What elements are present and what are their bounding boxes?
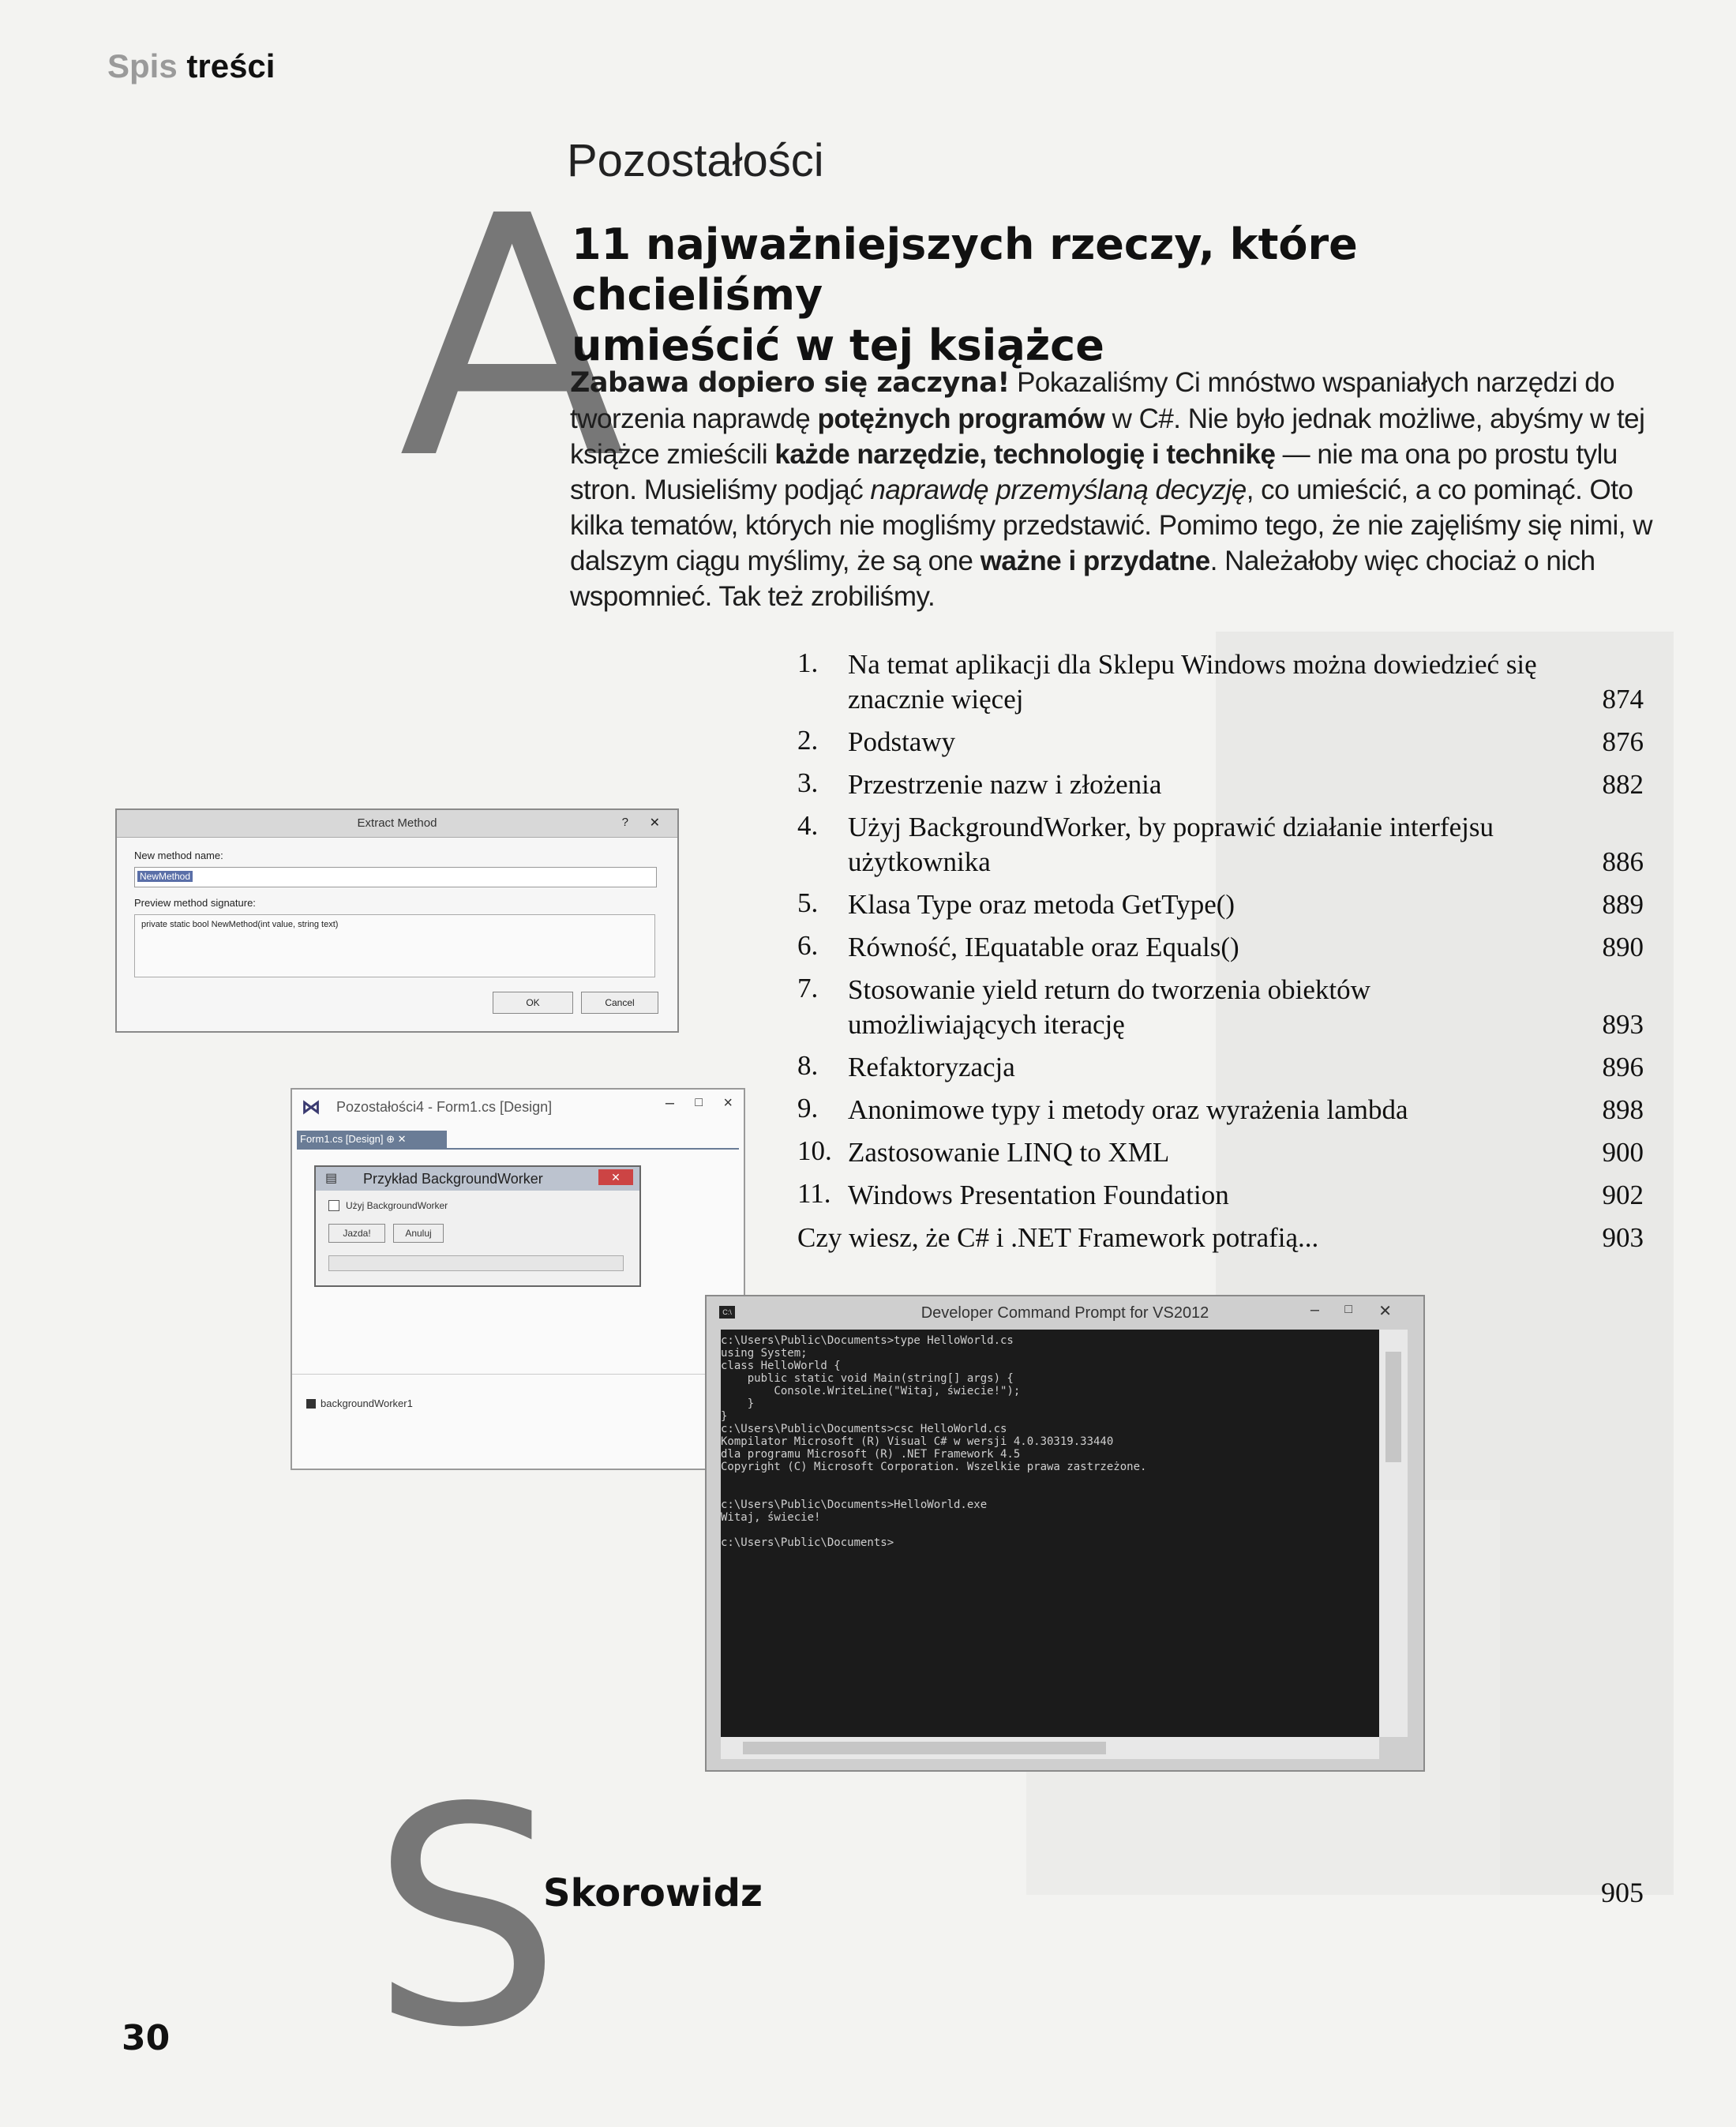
intro-italic: naprawdę przemyślaną decyzję xyxy=(870,475,1247,505)
toc-item-last[interactable] xyxy=(797,1221,1644,1255)
toc-text: Użyj BackgroundWorker, by poprawić działanie interfejsu użytkownika xyxy=(848,812,1494,877)
toc-text: Windows Presentation Foundation xyxy=(848,1180,1229,1210)
toc-item[interactable] xyxy=(797,725,1644,760)
intro-lead: Zabawa dopiero się zaczyna! xyxy=(570,367,1010,399)
minimize-icon[interactable]: – xyxy=(665,1094,674,1112)
toc-number: 8. xyxy=(797,1050,819,1081)
go-button[interactable]: Jazda! xyxy=(328,1224,385,1243)
section-title: Pozostałości xyxy=(567,135,824,186)
vs-titlebar xyxy=(292,1090,744,1121)
toc-page: 886 xyxy=(1602,846,1644,877)
progress-bar xyxy=(328,1255,624,1271)
toc-text: Anonimowe typy i metody oraz wyrażenia lambda xyxy=(848,1094,1408,1125)
visual-studio-logo-icon: ⋈ xyxy=(302,1097,321,1118)
toc-text: Zastosowanie LINQ to XML xyxy=(848,1137,1170,1168)
form-titlebar xyxy=(316,1167,639,1191)
chapter-title xyxy=(572,219,1598,371)
table-of-contents xyxy=(797,647,1644,1255)
method-name-input[interactable] xyxy=(134,867,657,887)
header-part1: Spis xyxy=(107,47,178,84)
help-icon[interactable]: ? xyxy=(621,816,628,829)
vs-window-title: Pozostałości4 - Form1.cs [Design] xyxy=(336,1099,553,1115)
toc-page: 882 xyxy=(1602,769,1644,800)
chapter-title-line1: 11 najważniejszych rzeczy, które chcieliśmy xyxy=(572,219,1358,320)
toc-number: 5. xyxy=(797,887,819,918)
use-backgroundworker-checkbox[interactable] xyxy=(328,1200,448,1211)
tab-underline xyxy=(297,1148,739,1150)
toc-number: 10. xyxy=(797,1135,832,1166)
horizontal-scrollbar[interactable] xyxy=(721,1737,1379,1759)
index-page: 905 xyxy=(1601,1877,1644,1908)
toc-text: Klasa Type oraz metoda GetType() xyxy=(848,889,1235,920)
maximize-icon[interactable]: □ xyxy=(695,1096,703,1109)
toc-item[interactable] xyxy=(797,930,1644,965)
toc-page: 898 xyxy=(1602,1094,1644,1125)
toc-text: Podstawy xyxy=(848,726,956,757)
intro-bold: ważne i przydatne xyxy=(980,546,1210,576)
preview-label: Preview method signature: xyxy=(134,897,256,909)
command-prompt-window xyxy=(705,1295,1425,1772)
component-tray-divider xyxy=(292,1374,744,1375)
toc-item[interactable] xyxy=(797,887,1644,922)
extract-method-dialog xyxy=(115,808,679,1033)
cmd-titlebar xyxy=(707,1296,1423,1328)
toc-item[interactable] xyxy=(797,973,1644,1042)
intro-text: . Należałoby więc chociaż o nich wspomnieć. Tak też zrobiliśmy. xyxy=(570,546,1595,612)
toc-number: 11. xyxy=(797,1178,831,1209)
component-icon xyxy=(306,1399,316,1409)
chapter-letter-s: S xyxy=(371,1743,562,2093)
minimize-icon[interactable]: – xyxy=(1310,1301,1319,1319)
cmd-icon: C:\ xyxy=(719,1306,735,1319)
toc-page: 900 xyxy=(1602,1137,1644,1168)
toc-page: 874 xyxy=(1602,684,1644,715)
dialog-titlebar xyxy=(117,810,677,838)
chapter-title-line2: umieścić w tej książce xyxy=(572,321,1104,370)
toc-text: Refaktoryzacja xyxy=(848,1052,1015,1082)
toc-number: 2. xyxy=(797,725,819,756)
scroll-thumb[interactable] xyxy=(1385,1352,1401,1462)
checkbox-label: Użyj BackgroundWorker xyxy=(346,1200,448,1211)
toc-item[interactable] xyxy=(797,647,1644,717)
index-title[interactable]: Skorowidz xyxy=(543,1871,763,1915)
intro-paragraph xyxy=(570,365,1667,614)
form-close-icon[interactable]: ✕ xyxy=(598,1169,633,1185)
toc-number: 6. xyxy=(797,930,819,961)
toc-text: Na temat aplikacji dla Sklepu Windows można dowiedzieć się znacznie więcej xyxy=(848,649,1537,715)
toc-number: 1. xyxy=(797,647,819,678)
toc-number: 9. xyxy=(797,1093,819,1124)
toc-item[interactable] xyxy=(797,1178,1644,1213)
toc-number: 4. xyxy=(797,810,819,841)
toc-item[interactable] xyxy=(797,810,1644,880)
toc-last-text: Czy wiesz, że C# i .NET Framework potrafią... xyxy=(797,1222,1319,1253)
toc-item[interactable] xyxy=(797,1135,1644,1170)
anuluj-button[interactable]: Anuluj xyxy=(393,1224,444,1243)
intro-bold: każde narzędzie, technologię i technikę xyxy=(774,439,1276,470)
running-header xyxy=(107,47,275,85)
form-title: Przykład BackgroundWorker xyxy=(363,1171,543,1187)
cmd-title: Developer Command Prompt for VS2012 xyxy=(920,1304,1209,1322)
toc-page: 876 xyxy=(1602,726,1644,757)
vs-designer-window xyxy=(291,1088,745,1470)
scroll-thumb[interactable] xyxy=(743,1742,1106,1754)
maximize-icon[interactable]: □ xyxy=(1344,1303,1352,1316)
form-icon: ▤ xyxy=(325,1172,338,1185)
chapter-letter-a: A xyxy=(399,146,626,532)
toc-text: Przestrzenie nazw i złożenia xyxy=(848,769,1162,800)
component-backgroundworker[interactable] xyxy=(306,1397,413,1409)
intro-bold: potężnych programów xyxy=(817,403,1105,434)
cancel-button[interactable]: Cancel xyxy=(581,992,658,1014)
toc-page: 902 xyxy=(1602,1180,1644,1210)
preview-signature: private static bool NewMethod(int value, string text) xyxy=(134,914,655,977)
toc-text: Stosowanie yield return do tworzenia obiektów umożliwiających iterację xyxy=(848,974,1370,1040)
checkbox-box[interactable] xyxy=(328,1200,339,1211)
intro-text: w C#. Nie było jednak możliwe, abyśmy w tej książce zmieścili xyxy=(570,403,1645,470)
method-name-label: New method name: xyxy=(134,850,223,861)
toc-item[interactable] xyxy=(797,1050,1644,1085)
toc-item[interactable] xyxy=(797,1093,1644,1127)
close-icon[interactable]: ✕ xyxy=(1378,1303,1392,1320)
console-output[interactable]: c:\Users\Public\Documents>type HelloWorld.cs using System; class HelloWorld { public static void Main(string[] args) { Console.WriteLine("Witaj, świecie!"); } } c:\Users\Public\Documents>csc HelloWorld.cs Kompilator Microsoft (R) Visual C# w wersji 4.0.30319.33440 dla programu Microsoft (R) .NET Framework 4.5 Copyright (C) Microsoft Corporation. Wszelkie prawa zastrzeżone. c:\Users\Public\Documents>HelloWorld.exe Witaj, świecie! c:\Users\Public\Documents> xyxy=(721,1330,1379,1737)
tab-form1-design[interactable]: Form1.cs [Design] ⊕ ✕ xyxy=(297,1131,447,1148)
toc-item[interactable] xyxy=(797,767,1644,802)
toc-number: 7. xyxy=(797,973,819,1003)
toc-number: 3. xyxy=(797,767,819,798)
toc-text: Równość, IEquatable oraz Equals() xyxy=(848,932,1239,962)
toc-last-page: 903 xyxy=(1602,1222,1644,1253)
method-name-value: NewMethod xyxy=(137,871,193,882)
intro-text: — nie ma ona po prostu tylu stron. Musieliśmy podjąć xyxy=(570,439,1618,505)
component-label: backgroundWorker1 xyxy=(321,1397,413,1409)
toc-page: 889 xyxy=(1602,889,1644,920)
vertical-scrollbar[interactable] xyxy=(1379,1330,1408,1737)
toc-page: 893 xyxy=(1602,1009,1644,1040)
ok-button[interactable]: OK xyxy=(493,992,573,1014)
intro-text: Pokazaliśmy Ci mnóstwo wspaniałych narzędzi do tworzenia naprawdę xyxy=(570,367,1615,434)
close-icon[interactable]: ✕ xyxy=(649,816,660,830)
header-part2: treści xyxy=(186,47,276,84)
toc-page: 896 xyxy=(1602,1052,1644,1082)
designer-form[interactable] xyxy=(314,1165,641,1287)
intro-text: , co umieścić, a co pominąć. Oto kilka tematów, których nie mogliśmy przedstawić. Pomimo tego, że nie zajęliśmy się nimi, w dalszym ciągu myślimy, że są one xyxy=(570,475,1653,576)
toc-page: 890 xyxy=(1602,932,1644,962)
close-icon[interactable]: × xyxy=(723,1094,733,1112)
dialog-title: Extract Method xyxy=(357,816,437,830)
page-number: 30 xyxy=(122,2018,171,2058)
